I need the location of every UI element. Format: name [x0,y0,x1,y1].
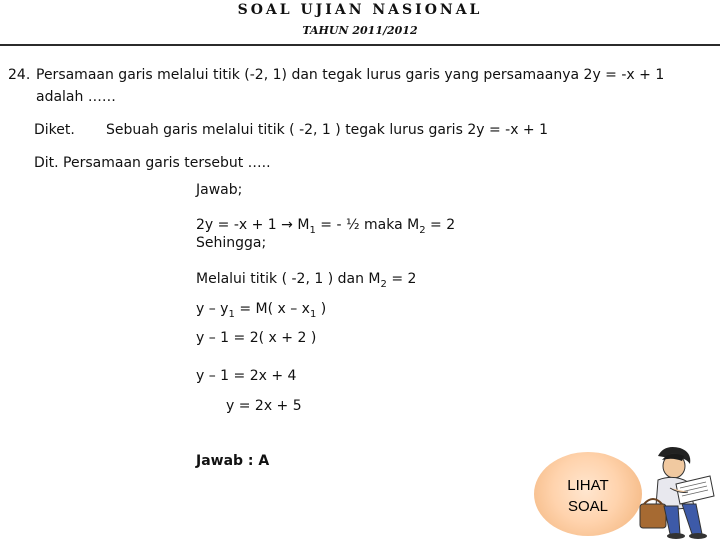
question-text: Persamaan garis melalui titik (-2, 1) dan tegak lurus garis yang persamaanya 2y = -x + 1 [36,67,665,83]
through-text: Melalui titik ( -2, 1 ) dan M [196,271,381,287]
sehingga-text: Sehingga; [196,235,267,251]
maka-word: maka [363,217,403,233]
through-value: = 2 [391,271,417,287]
exam-title: SOAL UJIAN NASIONAL [237,2,483,18]
gradient-equation: 2y = -x + 1 → [196,217,293,233]
solution-step-1: y – 1 = 2( x + 2 ) [196,330,317,346]
exam-year: TAHUN 2011/2012 [302,24,418,37]
question-number: 24. [8,67,31,83]
lihat-soal-line2: SOAL [567,498,609,515]
known-label: Diket. [34,122,75,138]
gradient-line [196,216,455,234]
m2-subscript: 2 [419,224,426,236]
m1-value: = - ½ [320,217,360,233]
m1-symbol: M [297,217,310,233]
page-header [0,0,720,44]
solution-step-2: y – 1 = 2x + 4 [196,368,297,384]
question-text-continued: adalah …… [36,89,116,105]
formula-part-a: y – y [196,301,229,317]
through-point-line [196,270,416,288]
asked-text: Dit. Persamaan garis tersebut ….. [34,155,271,171]
solution-step-3: y = 2x + 5 [226,398,302,414]
formula-part-b: = M( x – x [239,301,310,317]
header-divider [0,44,720,46]
lihat-soal-line1: LIHAT [567,477,609,494]
solution-heading: Jawab; [196,182,243,198]
student-reading-illustration [618,438,720,540]
m2-symbol: M [407,217,420,233]
lihat-soal-label[interactable] [548,475,628,517]
known-text: Sebuah garis melalui titik ( -2, 1 ) tegak lurus garis 2y = -x + 1 [106,122,549,138]
through-subscript: 2 [380,278,387,290]
final-answer: Jawab : A [196,453,270,469]
formula-sub2: 1 [309,308,317,320]
formula-part-c: ) [320,301,327,317]
m2-value: = 2 [430,217,456,233]
formula-sub1: 1 [228,308,235,320]
m1-subscript: 1 [309,224,316,236]
line-formula [196,300,326,318]
